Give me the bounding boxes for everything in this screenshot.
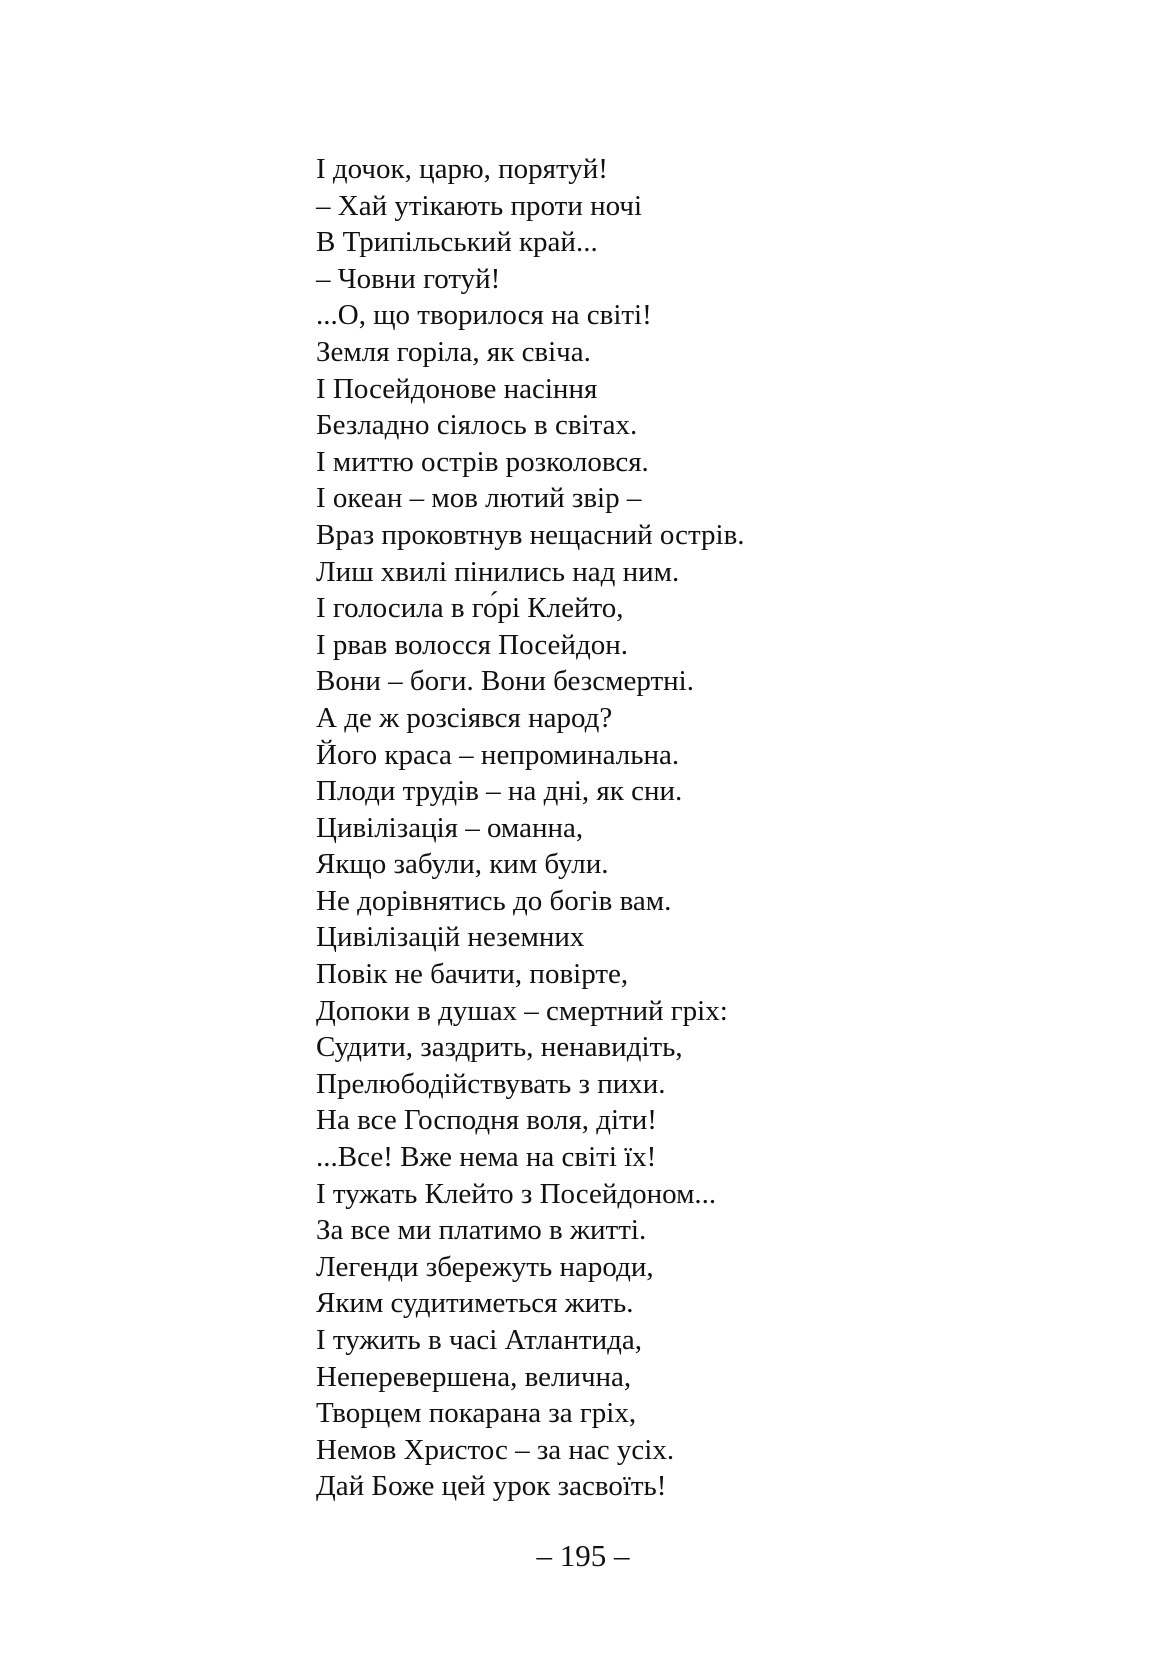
poem-line: І рвав волосся Посейдон. xyxy=(316,628,628,661)
poem-line: І Посейдонове насіння xyxy=(316,372,598,405)
poem-line: Неперевершена, велична, xyxy=(316,1360,632,1393)
poem-line: Не дорівнятись до богів вам. xyxy=(316,884,672,917)
poem-line: А де ж розсіявся народ? xyxy=(316,701,613,734)
poem-line: В Трипільський край... xyxy=(316,226,598,259)
poem-line: І миттю острів розколовся. xyxy=(316,445,649,478)
poem-line: І дочок, царю, порятуй! xyxy=(316,153,608,185)
poem-line: Цивілізацій неземних xyxy=(316,921,585,954)
poem-line: Яким судитиметься жить. xyxy=(316,1287,634,1320)
poem-line: Повік не бачити, повірте, xyxy=(316,958,629,991)
poem-line: – Човни готуй! xyxy=(316,262,501,295)
poem-line: Судити, заздрить, ненавидіть, xyxy=(316,1031,683,1064)
poem-line: Допоки в душах – смертний гріх: xyxy=(316,994,728,1027)
poem-line: І тужить в часі Атлантида, xyxy=(316,1324,642,1356)
poem-line: Немов Христос – за нас усіх. xyxy=(316,1433,675,1466)
poem-line: Лиш хвилі пінились над ним. xyxy=(316,555,680,588)
poem-line: Прелюбодійствувать з пихи. xyxy=(316,1067,666,1100)
poem-line: Якщо забули, ким були. xyxy=(316,848,609,881)
poem-line: Земля горіла, як свіча. xyxy=(316,335,591,368)
poem-line: ...О, що творилося на світі! xyxy=(316,299,652,332)
poem-line: І тужать Клейто з Посейдоном... xyxy=(316,1177,717,1210)
poem-line: Творцем покарана за гріх, xyxy=(316,1397,637,1430)
poem-line: – Хай утікають проти ночі xyxy=(316,189,643,222)
poem-line: Вони – боги. Вони безсмертні. xyxy=(316,665,694,698)
poem-body xyxy=(316,151,1116,1505)
poem-line: Безладно сіялось в світах. xyxy=(316,409,638,442)
poem-line: Легенди збережуть народи, xyxy=(316,1250,654,1283)
poem-line: На все Господня воля, діти! xyxy=(316,1104,657,1137)
poem-line: Враз проковтнув нещасний острів. xyxy=(316,518,745,551)
poem-line: І голосила в го́рі Клейто, xyxy=(316,592,624,625)
page-number: – 195 – xyxy=(536,1538,630,1573)
poem-line: Його краса – непроминальна. xyxy=(316,738,680,771)
poem-line: За все ми платимо в житті. xyxy=(316,1214,647,1247)
poem-line: Плоди трудів – на дні, як сни. xyxy=(316,775,683,808)
poem-line: І океан – мов лютий звір – xyxy=(316,482,642,515)
poem-line: ...Все! Вже нема на світі їх! xyxy=(316,1141,657,1174)
poem-line: Дай Боже цей урок засвоїть! xyxy=(316,1470,667,1503)
poem-line: Цивілізація – оманна, xyxy=(316,811,584,844)
